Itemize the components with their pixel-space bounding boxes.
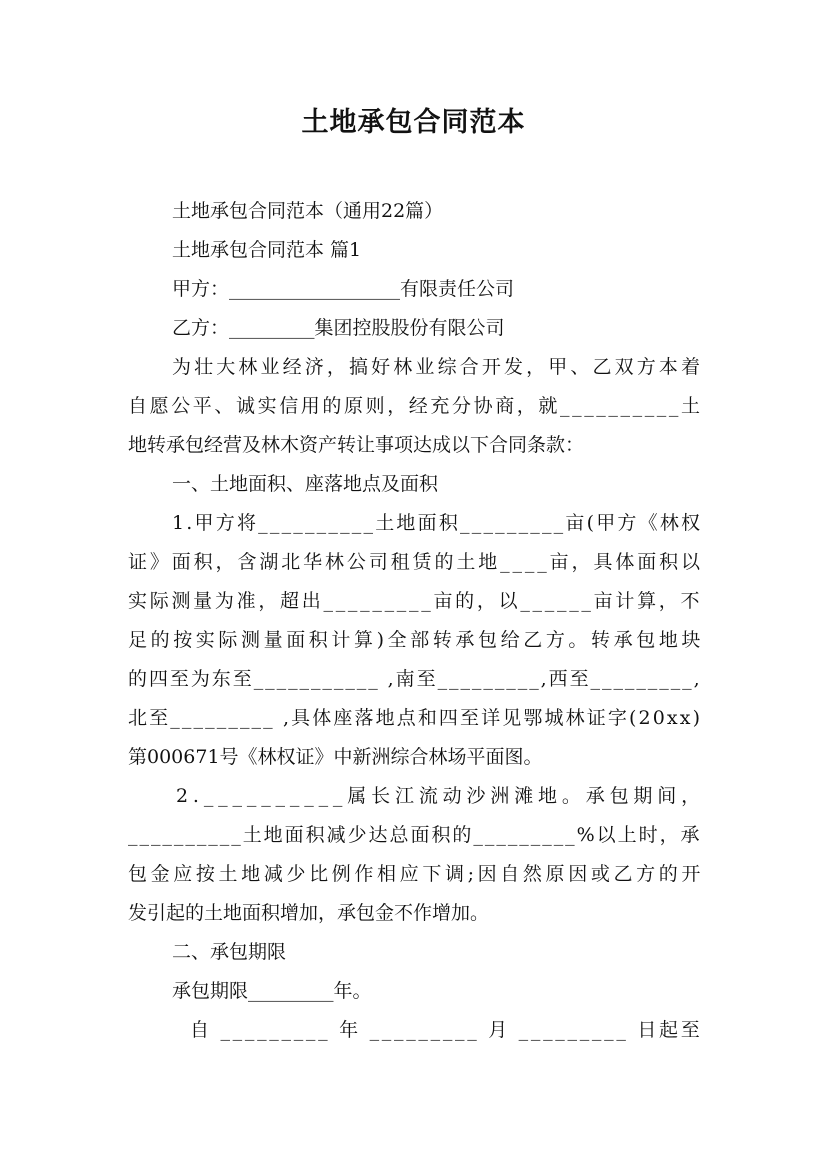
party-a-line: 甲方：__________________有限责任公司 [172,278,515,300]
paragraph-line: 第000671号《林权证》中新洲综合林场平面图。 [128,746,543,768]
section-heading-line: 土地承包合同范本 篇1 [172,239,362,261]
paragraph-line: 北至_________ ,具体座落地点和四至详见鄂城林证字(20xx) [128,707,703,729]
paragraph-line: 承包期限_________年。 [172,980,372,1002]
paragraph-line: 发引起的土地面积增加，承包金不作增加。 [128,902,490,924]
paragraph-line: 地转承包经营及林木资产转让事项达成以下合同条款： [128,434,585,456]
paragraph-line: 的四至为东至___________ ,南至_________,西至_________, [128,668,702,690]
paragraph-line: 1.甲方将__________土地面积_________亩(甲方《林权 [172,512,703,534]
clause-heading-line: 二、承包期限 [172,941,287,963]
paragraph-line: 自 _________ 年 _________ 月 _________ 日起至 [190,1019,703,1041]
paragraph-line: 自愿公平、诚实信用的原则，经充分协商，就__________土 [128,395,703,417]
clause-heading-line: 一、土地面积、座落地点及面积 [172,473,439,495]
paragraph-line: 2.__________属长江流动沙洲滩地。承包期间， [176,785,705,807]
party-b-line: 乙方：_________集团控股股份有限公司 [172,317,505,339]
subtitle-line: 土地承包合同范本（通用22篇） [172,200,444,222]
paragraph-line: 实际测量为准，超出_________亩的，以______亩计算，不 [128,590,703,612]
paragraph-line: 包金应按土地减少比例作相应下调;因自然原因或乙方的开 [128,863,705,885]
document-title: 土地承包合同范本 [301,107,526,138]
paragraph-line: 证》面积，含湖北华林公司租赁的土地____亩，具体面积以 [128,551,703,573]
paragraph-line: __________土地面积减少达总面积的_________%以上时，承 [128,824,702,846]
paragraph-line: 为壮大林业经济，搞好林业综合开发，甲、乙双方本着 [172,356,704,378]
paragraph-line: 足的按实际测量面积计算)全部转承包给乙方。转承包地块 [128,629,705,651]
